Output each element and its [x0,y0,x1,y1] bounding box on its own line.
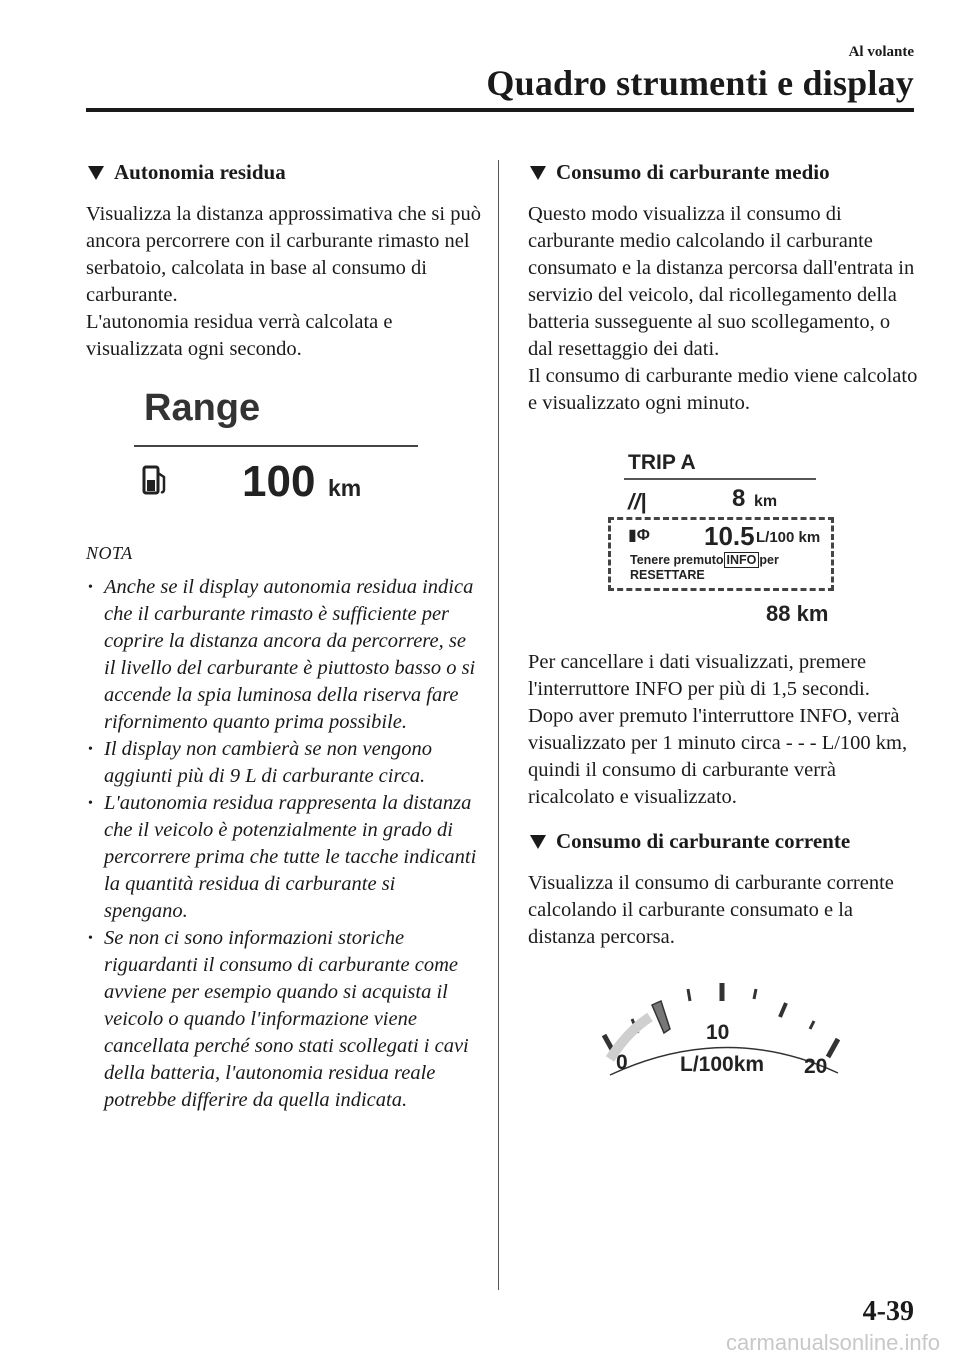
fuel-pump-icon [142,463,170,502]
fuel-consumption-icon: ▮Φ [628,527,650,544]
heading-consumo-corrente: Consumo di carburante corrente [528,829,920,854]
page-title: Quadro strumenti e display [486,63,914,103]
range-unit: km [328,475,362,501]
range-rule [134,445,418,447]
triangle-bullet-icon [530,166,546,180]
consumo-medio-paragraph-2: Il consumo di carburante medio viene calcolato e visualizzato ogni minuto. [528,365,918,414]
nota-item: • L'autonomia residua rappresenta la distanza che il veicolo è potenzialmente in grado di percorrere prima che tutte le tacche indicanti la quantità residua di carburante si spengano. [86,790,482,925]
range-figure [86,381,482,531]
autonomia-paragraph: Visualizza la distanza approssimativa che si può ancora percorrere con il carburante rimasto nel serbatoio, calcolata in base al consumo di carburante. [86,203,481,306]
trip-distance-value: 8 [732,485,746,512]
header-rule [86,108,914,112]
gauge-min-label: 0 [616,1051,628,1074]
gauge-max-label: 20 [804,1055,828,1078]
right-column [528,160,920,1087]
trip-range-value: 88 km [766,601,829,626]
watermark: carmanualsonline.info [725,1330,940,1355]
trip-distance-unit: km [754,493,778,510]
autonomia-paragraph-2: L'autonomia residua verrà calcolata e visualizzata ogni secondo. [86,311,393,360]
range-title: Range [144,387,261,429]
page-number: 4-39 [862,1296,914,1327]
column-divider [498,160,499,1290]
nota-title: NOTA [86,543,133,563]
heading-consumo-medio: Consumo di carburante medio [528,160,920,185]
trip-rule [624,478,816,480]
left-column [86,160,482,1114]
trip-figure [528,445,920,635]
consumo-corrente-paragraph: Visualizza il consumo di carburante corrente calcolando il carburante consumato e la distanza percorsa. [528,872,894,948]
triangle-bullet-icon [88,166,104,180]
nota-item: • Se non ci sono informazioni storiche riguardanti il consumo di carburante come avviene per esempio quando si acquista il veicolo o quando l'informazione viene cancellata perché sono stati scollegati i cavi della batteria, l'autonomia residua reale potrebbe differire da quella indicata. [86,925,482,1114]
trip-distance-icon: //| [628,489,647,514]
trip-reset-hint: Tenere premuto INFO per RESETTARE [630,553,779,582]
range-value: 100 [242,457,316,506]
gauge-needle [652,1001,670,1033]
nota-item: • Anche se il display autonomia residua indica che il carburante rimasto è sufficiente per coprire la distanza ancora da percorrere, se il livello del carburante è piuttosto basso o si accende la spia luminosa della riserva fare rifornimento quanto prima possibile. [86,574,482,736]
trip-average-value: 10.5 [704,521,755,551]
reset-paragraph: Per cancellare i dati visualizzati, premere l'interruttore INFO per più di 1,5 secondi. Dopo aver premuto l'interruttore INFO, verrà visualizzato per 1 minuto circa - - - L/100 km, quindi il consumo di carburante verrà ricalcolato e visualizzato. [528,651,908,808]
info-key: INFO [724,552,760,568]
nota-list [86,574,482,1114]
trip-average-unit: L/100 km [756,529,821,546]
heading-autonomia: Autonomia residua [86,160,482,185]
triangle-bullet-icon [530,835,546,849]
gauge-mid-label: 10 [706,1021,730,1044]
consumo-medio-paragraph: Questo modo visualizza il consumo di carburante medio calcolando il carburante consumato e la distanza percorsa dall'entrata in servizio del veicolo, dal ricollegamento della batteria susseguente al suo scollegamento, o dal resettaggio dei dati. [528,203,915,360]
gauge-unit-label: L/100km [680,1053,765,1076]
header-section: Al volante [848,44,914,60]
current-consumption-gauge [528,977,920,1087]
nota-item: • Il display non cambierà se non vengono aggiunti più di 9 L di carburante circa. [86,736,482,790]
trip-title: TRIP A [628,451,696,474]
